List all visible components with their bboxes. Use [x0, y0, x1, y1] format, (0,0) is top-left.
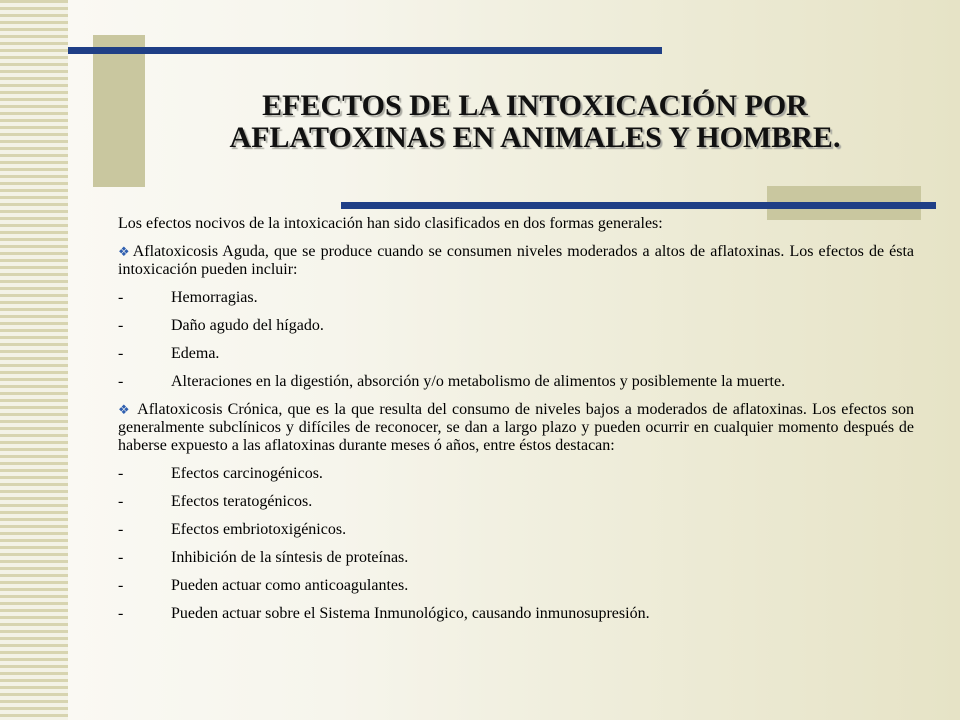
dash-marker: -: [118, 317, 124, 334]
list-item: [118, 317, 914, 335]
dash-marker: -: [118, 289, 124, 306]
list-item-text: Inhibición de la síntesis de proteínas.: [171, 549, 409, 566]
dash-marker: -: [118, 549, 124, 566]
list-item-text: Edema.: [171, 345, 220, 362]
list-item-text: Efectos carcinogénicos.: [171, 465, 323, 482]
list-item: [118, 493, 914, 511]
list-item: [118, 605, 914, 623]
list-item-text: Efectos teratogénicos.: [171, 493, 313, 510]
navy-accent-line-top: [68, 47, 662, 54]
dash-marker: -: [118, 605, 124, 622]
dash-marker: -: [118, 345, 124, 362]
chronic-bullet-text: Aflatoxicosis Crónica, que es la que resulta del consumo de niveles bajos a moderados de aflatoxinas. Los efectos son generalmente subclínicos y difíciles de reconocer, se dan a largo plazo y pueden ocurrir en cualquier momento después de haberse expuesto a las aflatoxinas durante meses ó años, entre éstos destacan:: [118, 401, 915, 454]
striped-side-decoration: [0, 0, 68, 720]
list-item: [118, 373, 914, 391]
list-item: [118, 465, 914, 483]
diamond-bullet-icon: ❖: [118, 402, 131, 417]
dash-marker: -: [118, 373, 124, 390]
list-item: [118, 549, 914, 567]
slide-title-line-1: EFECTOS DE LA INTOXICACIÓN POR: [262, 89, 808, 122]
list-item: [118, 521, 914, 539]
list-item: [118, 345, 914, 363]
slide-title: [160, 90, 910, 154]
chronic-bullet: [118, 401, 914, 455]
list-item-text: Hemorragias.: [171, 289, 258, 306]
dash-marker: -: [118, 465, 124, 482]
navy-accent-line-middle: [341, 202, 936, 209]
olive-accent-block-left: [93, 35, 145, 187]
acute-bullet: [118, 243, 914, 279]
list-item-text: Alteraciones en la digestión, absorción y/o metabolismo de alimentos y posiblemente la muerte.: [171, 373, 786, 390]
slide-body: [118, 215, 914, 633]
list-item-text: Pueden actuar sobre el Sistema Inmunológico, causando inmunosupresión.: [171, 605, 650, 622]
dash-marker: -: [118, 521, 124, 538]
slide-title-line-2: AFLATOXINAS EN ANIMALES Y HOMBRE.: [229, 121, 841, 154]
intro-paragraph: Los efectos nocivos de la intoxicación han sido clasificados en dos formas generales:: [118, 215, 663, 232]
dash-marker: -: [118, 493, 124, 510]
list-item: [118, 577, 914, 595]
list-item-text: Efectos embriotoxigénicos.: [171, 521, 347, 538]
acute-bullet-text: Aflatoxicosis Aguda, que se produce cuando se consumen niveles moderados a altos de aflatoxinas. Los efectos de ésta intoxicación pueden incluir:: [118, 243, 915, 278]
dash-marker: -: [118, 577, 124, 594]
list-item: [118, 289, 914, 307]
diamond-bullet-icon: ❖: [118, 244, 131, 259]
list-item-text: Daño agudo del hígado.: [171, 317, 324, 334]
list-item-text: Pueden actuar como anticoagulantes.: [171, 577, 409, 594]
